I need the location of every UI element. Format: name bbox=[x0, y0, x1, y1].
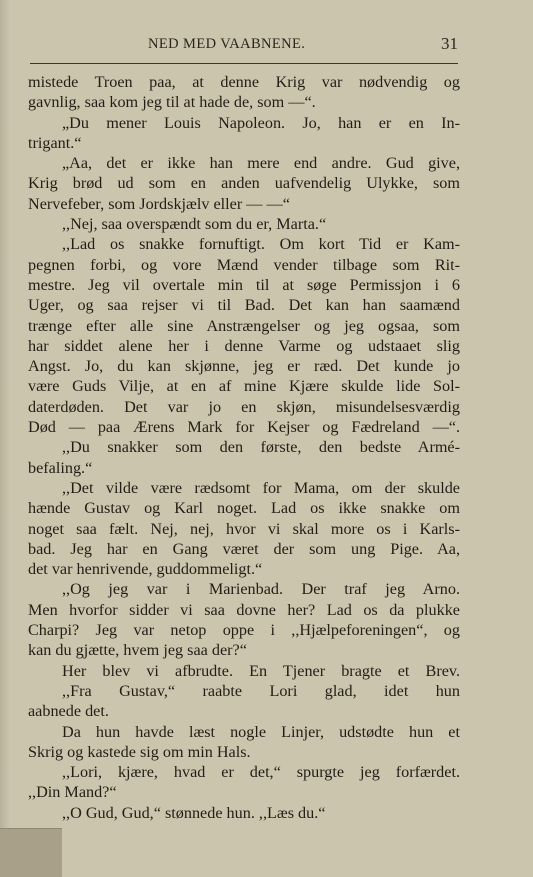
text-line: „Du mener Louis Napoleon. Jo, han er en In- bbox=[62, 113, 460, 132]
text-line: bad. Jeg har en Gang været der som ung Pige. Aa, bbox=[28, 539, 460, 558]
text-line: mistede Troen paa, at denne Krig var nødvendig og bbox=[28, 73, 460, 91]
text-line: aabnede det. bbox=[28, 702, 109, 721]
text-line: Nervefeber, som Jordskjælv eller — —“ bbox=[28, 194, 290, 213]
text-line: har siddet alene her i denne Varme og udstaaet slig bbox=[28, 336, 460, 355]
text-line: Her blev vi afbrudte. En Tjener bragte et Brev. bbox=[62, 661, 460, 680]
text-line: gavnlig, saa kom jeg til at hade de, som —“. bbox=[28, 93, 316, 112]
running-head: NED MED VAABNENE. bbox=[148, 36, 306, 52]
text-line: befaling.“ bbox=[28, 458, 93, 477]
text-line: noget saa fælt. Nej, nej, hvor vi skal more os i Karls- bbox=[28, 519, 460, 538]
text-line: Da hun havde læst nogle Linjer, udstødte hun et bbox=[62, 722, 460, 741]
text-line: ,,Det vilde være rædsomt for Mama, om der skulde bbox=[62, 478, 460, 497]
text-line: mestre. Jeg vil overtale min til at søge Permissjon i 6 bbox=[28, 275, 460, 294]
text-line: Men hvorfor sidder vi saa dovne her? Lad os da plukke bbox=[28, 600, 460, 619]
text-line: trænge efter alle sine Anstrængelser og jeg ogsaa, som bbox=[28, 316, 460, 335]
text-line: pegnen forbi, og vore Mænd vender tilbage som Rit- bbox=[28, 255, 460, 274]
text-line: ,,Lad os snakke fornuftigt. Om kort Tid er Kam- bbox=[62, 235, 460, 254]
body-text bbox=[28, 72, 460, 823]
text-line: hænde Gustav og Karl noget. Lad os ikke snakke om bbox=[28, 499, 460, 518]
text-line: ,,Du snakker som den første, den bedste Armé- bbox=[62, 438, 460, 457]
text-line: være Guds Vilje, at en af mine Kjære skulde lide Sol- bbox=[28, 377, 460, 396]
text-line: kan du gjætte, hvem jeg saa der?“ bbox=[28, 641, 247, 660]
text-line: det var henrivende, guddommeligt.“ bbox=[28, 560, 263, 579]
text-line: ,,Din Mand?“ bbox=[28, 783, 117, 802]
text-line: ,,O Gud, Gud,“ stønnede hun. ,,Læs du.“ bbox=[62, 803, 326, 822]
text-line: „Aa, det er ikke han mere end andre. Gud give, bbox=[62, 154, 460, 173]
text-line: ,,Lori, kjære, hvad er det,“ spurgte jeg forfærdet. bbox=[62, 763, 460, 782]
text-line: Charpi? Jeg var netop oppe i ,,Hjælpeforeningen“, og bbox=[28, 621, 460, 640]
text-line: Angst. Jo, du kan skjønne, jeg er ræd. Det kunde jo bbox=[28, 357, 460, 376]
text-line: daterdøden. Det var jo en skjøn, misundelsesværdig bbox=[28, 397, 460, 416]
text-line: Uger, og saa rejser vi til Bad. Det kan han saamænd bbox=[28, 296, 460, 315]
text-line: ,,Nej, saa overspændt som du er, Marta.“ bbox=[62, 215, 327, 234]
page-header bbox=[28, 36, 458, 60]
text-line: Krig brød ud som en anden uafvendelig Ulykke, som bbox=[28, 174, 460, 193]
text-line: Skrig og kastede sig om min Hals. bbox=[28, 742, 251, 761]
page-number: 31 bbox=[441, 34, 458, 53]
text-line: ,,Fra Gustav,“ raabte Lori glad, idet hun bbox=[62, 681, 460, 700]
text-line: ,,Og jeg var i Marienbad. Der traf jeg Arno. bbox=[62, 580, 460, 599]
paper-discoloration bbox=[0, 828, 62, 877]
header-rule bbox=[30, 63, 458, 64]
text-line: trigant.“ bbox=[28, 133, 82, 152]
text-line: Død — paa Ærens Mark for Kejser og Fædreland —“. bbox=[28, 418, 460, 437]
